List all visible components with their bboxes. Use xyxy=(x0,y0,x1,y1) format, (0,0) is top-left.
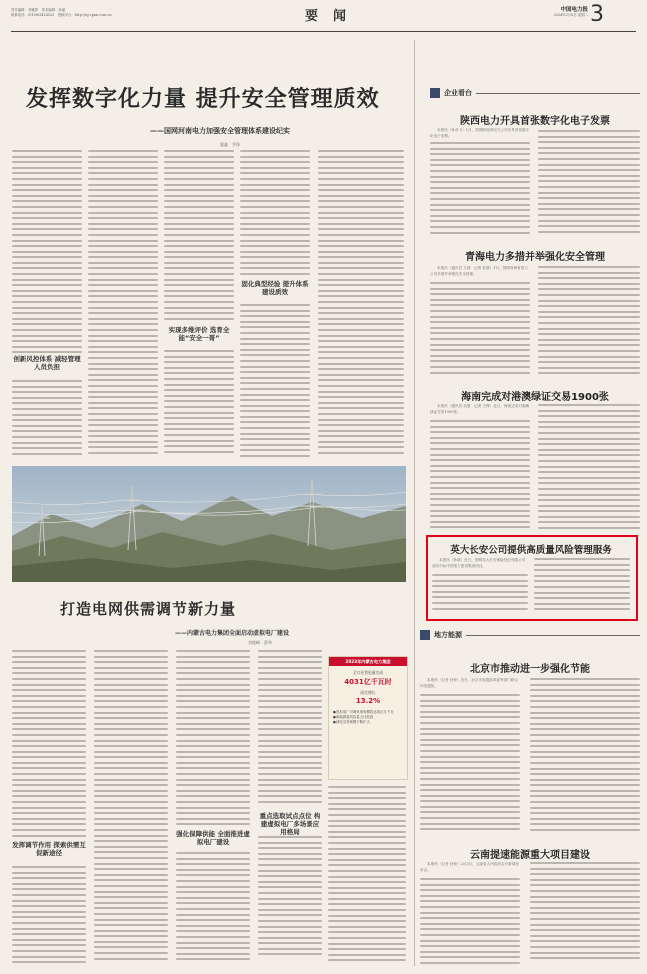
feature-column-5 xyxy=(328,786,406,966)
lead-headline: 发挥数字化力量 提升安全管理质效 xyxy=(26,87,380,112)
masthead-line: 责任编辑：刘雅婷 美术编辑：孙丽 xyxy=(11,8,66,12)
feature-byline: 刘俊峰 薛华 xyxy=(248,640,272,645)
section-marker-icon xyxy=(420,630,430,640)
article-body xyxy=(420,878,520,966)
feature-column-3b xyxy=(176,852,250,966)
feature-subhead-1: 发挥调节作用 探索供需互促新途径 xyxy=(12,841,86,857)
article-body xyxy=(538,266,640,378)
lead-subhead-3: 固化典型经验 提升体系建设质效 xyxy=(241,280,309,296)
article-body xyxy=(430,142,530,238)
article-title: 英大长安公司提供高质量风险管理服务 xyxy=(450,545,612,556)
infobox-bullet: ●新能源装机容量占比较高 xyxy=(333,715,374,719)
infobox-title: 2023年内蒙古电力集团 xyxy=(329,657,407,666)
issue-date: 2024年2月6日 星期二 xyxy=(553,13,588,17)
article-body xyxy=(420,694,520,834)
article-lead: 本报讯（孙斌）近日，国网英大长安保险经纪有限公司成功中标中国电力建设集团项目。 xyxy=(432,558,526,568)
feature-column-1b xyxy=(12,866,86,966)
infobox-line-1: 全口径售电量完成 xyxy=(352,670,384,675)
lead-column-4 xyxy=(240,150,310,278)
page-number: 3 xyxy=(590,2,604,27)
infobox-line-2: 同比增长 xyxy=(360,690,376,695)
section-title: 要 闻 xyxy=(304,9,347,24)
feature-column-4 xyxy=(258,650,322,810)
article-title: 陕西电力开具首张数字化电子发票 xyxy=(460,116,610,127)
feature-subhead-2: 强化保障供能 全面推进虚拟电厂建设 xyxy=(176,830,250,846)
article-body xyxy=(538,404,640,532)
feature-column-2 xyxy=(94,650,168,966)
infobox-value-2: 13.2% xyxy=(355,697,381,705)
lead-subhead-1: 创新风控体系 减轻管理人员负担 xyxy=(13,355,81,371)
masthead-line: 联系电话：(010)63414525 投稿平台：http://tg.cpnn.com.cn xyxy=(11,12,112,17)
infobox-value-1: 4031亿千瓦时 xyxy=(344,678,392,686)
feature-column-4b xyxy=(258,836,322,966)
article-lead: 本报讯（记者 杜钟）近日，北京市发展改革委等部门联合印发通知。 xyxy=(420,678,518,688)
lead-column-1b xyxy=(12,380,82,460)
masthead-rule xyxy=(11,31,636,32)
article-lead: 本报讯（通讯员 王莉 记者 杜静）1月，国网青海省电力公司多措并举强化安全管理。 xyxy=(430,266,528,276)
lead-column-5 xyxy=(318,150,404,460)
feature-column-1 xyxy=(12,650,86,840)
feature-subheadline: ——内蒙古电力集团全面启动虚拟电厂建设 xyxy=(175,630,290,637)
paper-name: 中国电力报 xyxy=(560,7,588,13)
feature-column-3 xyxy=(176,650,250,830)
lead-column-1 xyxy=(12,150,82,355)
article-lead: 本报讯（通讯员 吴慧 记者 王锋）近日，海南完成对港澳绿证交易1900张。 xyxy=(430,404,530,414)
article-body xyxy=(538,130,640,240)
column-divider xyxy=(414,40,415,966)
article-title: 青海电力多措并举强化安全管理 xyxy=(465,252,605,263)
lead-subheadline: ——国网河南电力加强安全管理体系建设纪实 xyxy=(150,127,290,135)
lead-subhead-2: 实现多维评价 选育全能“安全一哥” xyxy=(168,326,230,342)
mountain-landscape-image xyxy=(12,466,406,582)
lead-column-4b xyxy=(240,304,310,460)
lead-column-3b xyxy=(164,350,234,460)
infobox-bullet: ●绿电交易规模不断扩大 xyxy=(333,720,370,724)
article-lead: 本报讯（记者 杜钟）2月3日，云南省人民政府召开新闻发布会。 xyxy=(420,862,519,872)
article-body xyxy=(530,678,640,834)
article-body xyxy=(430,420,530,532)
section-label-local-energy: 地方能源 xyxy=(420,630,640,640)
lead-column-3 xyxy=(164,150,234,325)
article-title: 海南完成对港澳绿证交易1900张 xyxy=(461,392,609,403)
transmission-line-photo xyxy=(12,466,406,582)
statistics-infobox xyxy=(328,656,408,780)
article-title: 云南提速能源重大项目建设 xyxy=(470,850,590,861)
lead-byline: 霍鑫 乔锋 xyxy=(220,142,240,147)
article-body xyxy=(432,574,528,612)
article-body xyxy=(430,282,530,378)
article-body xyxy=(530,862,640,966)
article-title: 北京市推动进一步强化节能 xyxy=(470,664,590,675)
masthead-editor-info xyxy=(11,8,161,17)
feature-subhead-3: 重点选取试点点位 构建虚拟电厂多场景应用格局 xyxy=(259,812,321,836)
section-label-enterprise: 企业看台 xyxy=(430,88,640,98)
lead-column-2 xyxy=(88,150,158,460)
infobox-bullet: ●虚拟电厂可调负荷规模将达到百万千瓦 xyxy=(333,710,394,714)
article-body xyxy=(534,558,630,612)
section-marker-icon xyxy=(430,88,440,98)
article-lead: 本报讯（孙卓飞）1月，国网陕西省电力公司开具首张数字化电子发票。 xyxy=(430,128,530,138)
feature-headline: 打造电网供需调节新力量 xyxy=(60,600,237,618)
